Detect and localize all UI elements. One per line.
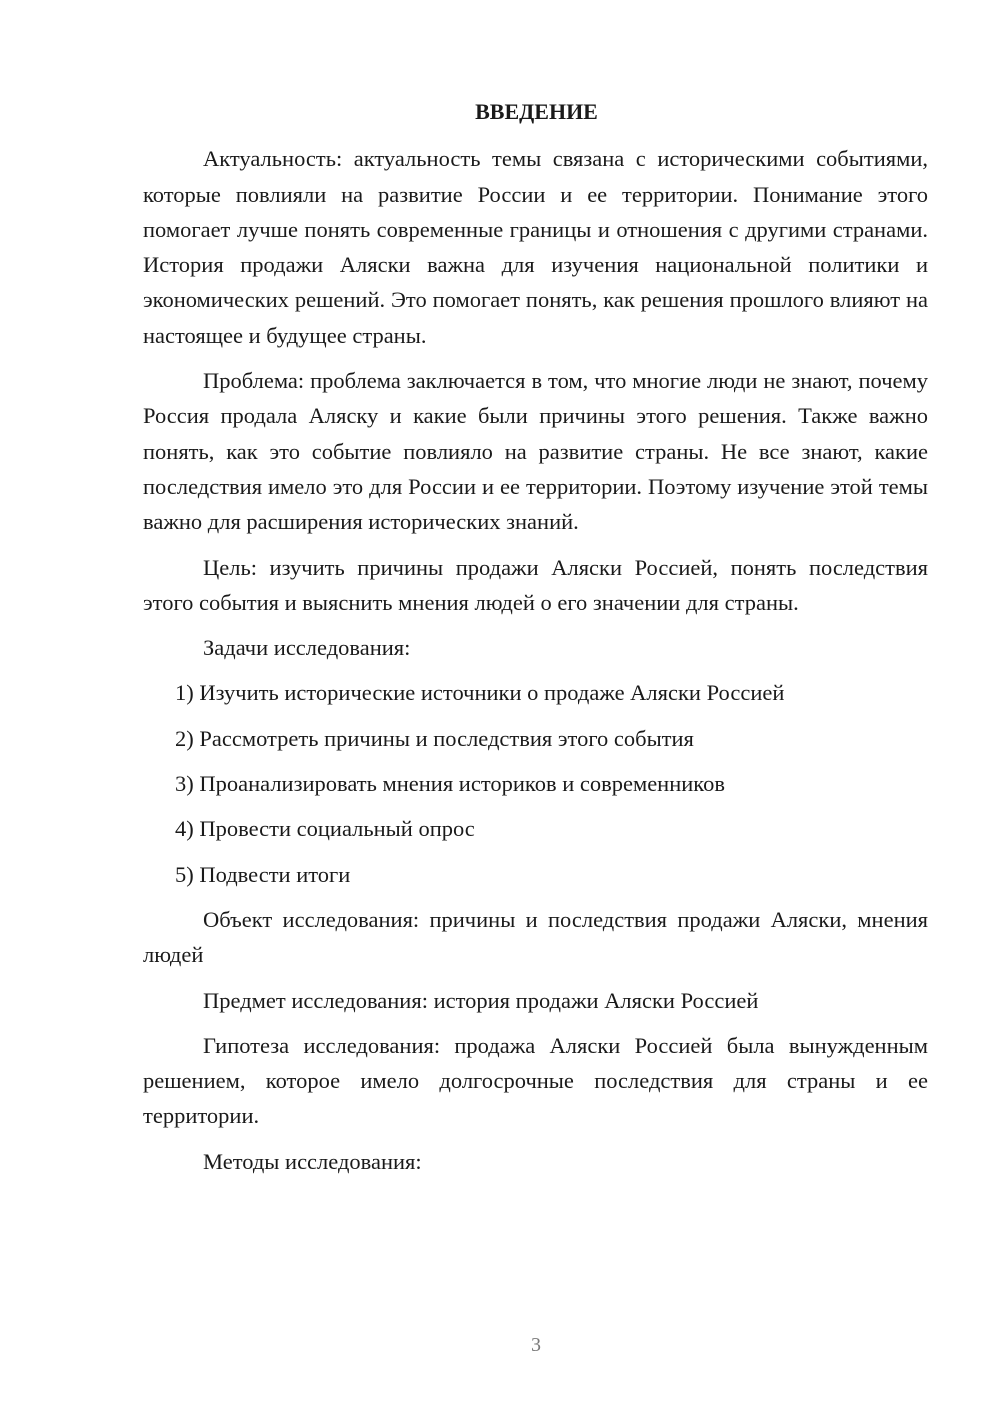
subject-paragraph: Предмет исследования: история продажи Аляски Россией (203, 987, 759, 1013)
tasks-list (143, 675, 928, 891)
task-item: 5) Подвести итоги (175, 861, 351, 887)
task-item: 3) Проанализировать мнения историков и современников (175, 771, 725, 797)
hypothesis-paragraph: Гипотеза исследования: продажа Аляски Россией была вынужденным решением, которое имело долгосрочные последствия для страны и ее территории. (143, 1032, 928, 1129)
task-item: 1) Изучить исторические источники о продаже Аляски Россией (175, 680, 785, 706)
methods-heading: Методы исследования: (203, 1148, 422, 1174)
task-item: 2) Рассмотреть причины и последствия этого события (175, 725, 694, 751)
goal-paragraph: Цель: изучить причины продажи Аляски Россией, понять последствия этого события и выяснить мнения людей о его значении для страны. (143, 554, 928, 615)
page-content (143, 94, 928, 1189)
problem-paragraph: Проблема: проблема заключается в том, что многие люди не знают, почему Россия продала Аляску и какие были причины этого решения. Также важно понять, как это событие повлияло на развитие страны. Не все знают, какие последствия имело это для России и ее территории. Поэтому изучение этой темы важно для расширения исторических знаний. (143, 368, 928, 535)
tasks-heading: Задачи исследования: (203, 635, 411, 661)
page-number: 3 (531, 1334, 541, 1356)
task-item: 4) Провести социальный опрос (175, 816, 475, 842)
object-paragraph: Объект исследования: причины и последствия продажи Аляски, мнения людей (143, 906, 928, 968)
relevance-paragraph: Актуальность: актуальность темы связана с историческими событиями, которые повлияли на развитие России и ее территории. Понимание этого помогает лучше понять современные границы и отношения с другими странами. История продажи Аляски важна для изучения национальной политики и экономических решений. Это помогает понять, как решения прошлого влияют на настоящее и будущее страны. (143, 146, 928, 348)
section-title: ВВЕДЕНИЕ (475, 99, 598, 124)
